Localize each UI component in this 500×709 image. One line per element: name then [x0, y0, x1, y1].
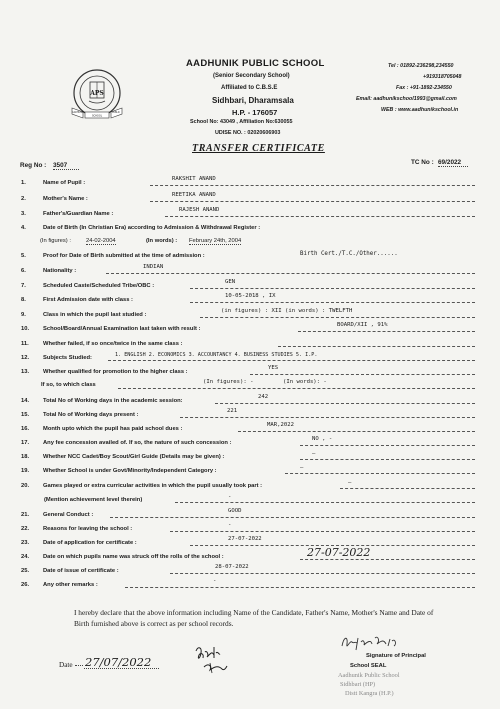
row-number: 21. — [21, 512, 30, 518]
promotion-words-value: (In words): - — [283, 379, 327, 385]
row-label-dob: Date of Birth (In Christian Era) according to Admission & Withdrawal Register : — [43, 225, 261, 231]
footer-date-value: 27/07/2022 — [85, 655, 152, 669]
parent-signature-icon — [192, 643, 230, 679]
mobile: +919318705048 — [423, 74, 462, 80]
nationality-value: INDIAN — [143, 264, 164, 270]
row-label-mother-name: Mother's Name : — [43, 196, 88, 202]
reg-number-value: 3507 — [53, 162, 79, 170]
fill-line — [190, 288, 475, 289]
date-dots — [75, 665, 83, 666]
school-affiliation: Affiliated to C.B.S.E — [221, 85, 278, 91]
last-exam-value: BOARD/XII , 91% — [337, 322, 388, 328]
fill-line — [278, 346, 475, 347]
reg-number-label: Reg No : — [20, 162, 47, 169]
row-number: 9. — [21, 312, 26, 318]
row-number: 2. — [21, 196, 26, 202]
row-label-promotion: Whether qualified for promotion to the higher class : — [43, 369, 188, 375]
row-number: 22. — [21, 526, 30, 532]
row-label-last-exam: School/Board/Annual Examination last taken with result : — [43, 326, 201, 332]
row-label-ncc: Whether NCC Cadet/Boy Scout/Girl Guide (Details may be given) : — [43, 454, 225, 460]
conduct-value: GOOD — [228, 508, 242, 514]
games-value: — — [348, 480, 352, 486]
row-number: 5. — [21, 253, 26, 259]
achievement-level-label: (Mention achievement level therein) — [44, 497, 143, 503]
stamp-line-1: Aadhunik Public School — [338, 672, 400, 679]
fill-line — [118, 388, 475, 389]
row-number: 10. — [21, 326, 30, 332]
dob-figures-value: 24-02-2004 — [86, 238, 116, 244]
ncc-value: — — [312, 451, 316, 457]
stamp-line-2: Sidhbari (HP) — [340, 681, 376, 688]
last-class-value: (in figures) : XII (in words) : TWELFTH — [221, 308, 353, 314]
row-label-remarks: Any other remarks : — [43, 582, 98, 588]
fill-line — [285, 473, 475, 474]
achievement-level-value: - — [228, 494, 232, 500]
row-number: 1. — [21, 180, 26, 186]
remarks-value: - — [213, 578, 217, 584]
certificate-title: TRANSFER CERTIFICATE — [192, 143, 325, 154]
row-number: 19. — [21, 468, 30, 474]
row-number: 26. — [21, 582, 30, 588]
row-label-struck-off-date: Date on which pupils name was struck off the rolls of the school : — [43, 554, 224, 560]
row-label-last-class: Class in which the pupil last studied : — [43, 312, 147, 318]
promotion-figures-value: (In figures): - — [203, 379, 254, 385]
issue-date-value: 28-07-2022 — [215, 564, 249, 570]
principal-signature-icon — [338, 632, 408, 654]
date-line — [84, 668, 159, 669]
fill-line — [340, 488, 475, 489]
promotion-class-label: If so, to which class — [41, 382, 96, 388]
row-number: 25. — [21, 568, 30, 574]
row-label-school-category: Whether School is under Govt/Minority/Independent Category : — [43, 468, 217, 474]
fill-line — [300, 445, 475, 446]
row-label-application-date: Date of application for certificate : — [43, 540, 137, 546]
row-label-category: Scheduled Caste/Scheduled Tribe/OBC : — [43, 283, 155, 289]
row-number: 16. — [21, 426, 30, 432]
school-seal-label: School SEAL — [350, 663, 387, 669]
row-label-fee-concession: Any fee concession availed of. If so, the nature of such concession : — [43, 440, 232, 446]
row-label-first-admission: First Admission date with class : — [43, 297, 133, 303]
date-label: Date — [59, 661, 73, 669]
fee-concession-value: NO , - — [312, 436, 333, 442]
fill-line — [106, 273, 475, 274]
mother-name-value: REETIKA ANAND — [172, 192, 216, 198]
promotion-value: YES — [268, 365, 279, 371]
fill-line — [165, 216, 475, 217]
row-number: 18. — [21, 454, 30, 460]
row-number: 17. — [21, 440, 30, 446]
fill-line — [238, 431, 475, 432]
school-name: AADHUNIK PUBLIC SCHOOL — [186, 58, 325, 69]
row-number: 15. — [21, 412, 30, 418]
logo-bottom-text: SCHOOL — [91, 114, 103, 118]
school-category-value: — — [300, 465, 304, 471]
struck-off-date-value: 27-07-2022 — [307, 546, 371, 559]
row-number: 4. — [21, 225, 26, 231]
subjects-value: 1. ENGLISH 2. ECONOMICS 3. ACCOUNTANCY 4. BUSINESS STUDIES 5. I.P. — [115, 352, 318, 358]
row-number: 11. — [21, 341, 29, 347]
row-number: 24. — [21, 554, 30, 560]
first-admission-value: 10-05-2018 , IX — [225, 293, 276, 299]
row-label-conduct: General Conduct : — [43, 512, 94, 518]
fill-line — [298, 331, 475, 332]
row-label-dues-paid: Month upto which the pupil has paid school dues : — [43, 426, 183, 432]
email: Email: aadhunikschool1993@gmail.com — [356, 96, 457, 102]
dob-words-label: (In words) : — [146, 238, 178, 244]
row-label-nationality: Nationality : — [43, 268, 77, 274]
declaration-line-1: I hereby declare that the above information including Name of the Candidate, Father's Name, Mother's Name and Date of — [74, 608, 434, 617]
school-place: Sidhbari, Dharamsala — [212, 96, 294, 105]
fill-line — [150, 185, 475, 186]
row-number: 3. — [21, 211, 26, 217]
fill-line — [180, 417, 475, 418]
category-value: GEN — [225, 279, 236, 285]
tc-number-value: 69/2022 — [438, 159, 468, 167]
row-number: 14. — [21, 398, 30, 404]
principal-signature-label: Signature of Principal — [366, 653, 426, 659]
fill-line — [215, 403, 475, 404]
row-label-dob-proof: Proof for Date of Birth submitted at the time of admission : — [43, 253, 205, 259]
dob-proof-value: Birth Cert./T.C./Other...... — [300, 251, 398, 257]
fill-line — [175, 502, 475, 503]
logo-right-text: PUBLIC — [112, 111, 120, 114]
fax: Fax : +91-1892-234550 — [396, 85, 452, 91]
udise-number: UDISE NO. : 02020606903 — [215, 130, 281, 136]
fill-line — [170, 573, 475, 574]
row-label-leaving-reason: Reasons for leaving the school : — [43, 526, 133, 532]
row-number: 20. — [21, 483, 30, 489]
fill-line — [110, 517, 475, 518]
row-number: 8. — [21, 297, 26, 303]
row-label-games: Games played or extra curricular activities in which the pupil usually took part : — [43, 483, 263, 489]
row-number: 7. — [21, 283, 26, 289]
fill-line — [125, 587, 475, 588]
row-number: 23. — [21, 540, 30, 546]
school-number: School No: 43049 , Affiliation No:630055 — [190, 119, 293, 125]
row-label-failed: Whether failed, if so once/twice in the same class : — [43, 341, 183, 347]
fill-line — [300, 559, 475, 560]
school-pin: H.P. - 176057 — [232, 108, 278, 117]
fill-line — [170, 531, 475, 532]
application-date-value: 27-07-2022 — [228, 536, 262, 542]
website: WEB : www.aadhunikschool.in — [381, 107, 459, 113]
fill-line — [300, 459, 475, 460]
dob-words-value: February 24th, 2004 — [189, 238, 242, 244]
row-label-issue-date: Date of issue of certificate : — [43, 568, 119, 574]
pupil-name-value: RAKSHIT ANAND — [172, 176, 216, 182]
father-name-value: RAJESH ANAND — [179, 207, 220, 213]
leaving-reason-value: - — [228, 522, 232, 528]
fill-line — [250, 374, 475, 375]
declaration-line-2: Birth furnished above is correct as per school records. — [74, 619, 234, 628]
fill-line — [200, 317, 475, 318]
fill-line — [108, 360, 475, 361]
stamp-line-3: Distt Kangra (H.P.) — [345, 690, 394, 697]
row-label-days-present: Total No of Working days present : — [43, 412, 139, 418]
row-label-pupil-name: Name of Pupil : — [43, 180, 86, 186]
row-label-working-days: Total No of Working days in the academic session: — [43, 398, 183, 404]
telephone: Tel : 01892-236298,234550 — [388, 63, 454, 69]
fill-line — [190, 302, 475, 303]
dob-figures-label: (In figures) : — [40, 238, 71, 244]
fill-line — [150, 201, 475, 202]
days-present-value: 221 — [227, 408, 238, 414]
logo-text: APS — [90, 90, 104, 97]
school-subtitle: (Senior Secondary School) — [213, 73, 290, 79]
logo-left-text: AADHUNIK — [72, 111, 84, 114]
row-number: 12. — [21, 355, 30, 361]
tc-number-label: TC No : — [411, 159, 434, 166]
working-days-value: 242 — [258, 394, 269, 400]
school-logo-icon — [69, 68, 125, 120]
row-number: 6. — [21, 268, 26, 274]
row-label-subjects: Subjects Studied: — [43, 355, 92, 361]
row-label-father-name: Father's/Guardian Name : — [43, 211, 114, 217]
row-number: 13. — [21, 369, 30, 375]
dues-paid-value: MAR,2022 — [267, 422, 294, 428]
